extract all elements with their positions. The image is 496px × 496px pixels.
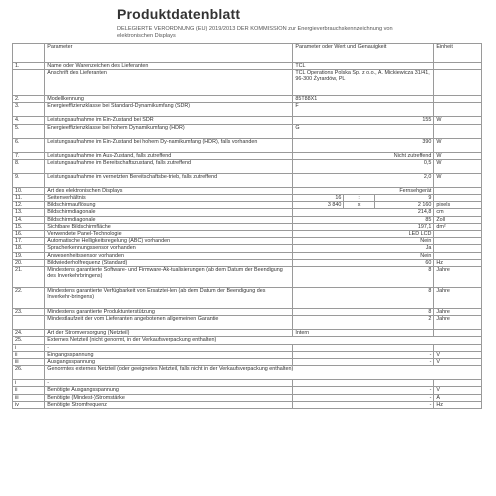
row-number: 1. bbox=[13, 63, 45, 70]
table-row bbox=[13, 195, 482, 202]
row-value-separator: : bbox=[344, 195, 375, 202]
row-value: - bbox=[293, 394, 434, 401]
row-number: 11. bbox=[13, 195, 45, 202]
table-row bbox=[13, 259, 482, 266]
row-value: 0,5 bbox=[293, 159, 434, 173]
row-parameter: Spracherkennungssensor vorhanden bbox=[45, 245, 293, 252]
row-number: 24. bbox=[13, 330, 45, 337]
row-unit: Jahre bbox=[434, 316, 482, 330]
row-unit bbox=[434, 70, 482, 96]
table-header-row bbox=[13, 44, 482, 63]
row-number: 9. bbox=[13, 173, 45, 187]
row-number: 20. bbox=[13, 259, 45, 266]
row-unit: W bbox=[434, 173, 482, 187]
row-value: - bbox=[293, 351, 434, 358]
row-parameter: Leistungsaufnahme im vernetzten Bereitschaftsbe-trieb, falls zutreffend bbox=[45, 173, 293, 187]
row-unit: W bbox=[434, 117, 482, 124]
row-parameter: Energieeffizienzklasse bei hohem Dynamikumfang (HDR) bbox=[45, 124, 293, 138]
row-value: 85 bbox=[293, 216, 434, 223]
table-row bbox=[13, 138, 482, 152]
row-value: 197,1 bbox=[293, 223, 434, 230]
row-unit: pixels bbox=[434, 202, 482, 209]
row-unit: V bbox=[434, 351, 482, 358]
row-number bbox=[13, 316, 45, 330]
row-number: 3. bbox=[13, 103, 45, 117]
table-row bbox=[13, 216, 482, 223]
row-parameter: Sichtbare Bildschirmfläche bbox=[45, 223, 293, 230]
table-row bbox=[13, 223, 482, 230]
row-unit bbox=[434, 231, 482, 238]
row-parameter: Leistungsaufnahme im Aus-Zustand, falls zutreffend bbox=[45, 152, 293, 159]
row-value: TCL Operations Polska Sp. z o.o., A. Mickiewicza 31/41, 96-300 Żyrardów, PL bbox=[293, 70, 434, 96]
table-row bbox=[13, 337, 482, 344]
table-row bbox=[13, 387, 482, 394]
row-number: 22. bbox=[13, 288, 45, 309]
row-unit: V bbox=[434, 387, 482, 394]
table-row bbox=[13, 330, 482, 337]
row-unit bbox=[434, 195, 482, 202]
row-value bbox=[293, 344, 434, 351]
row-unit: Hz bbox=[434, 259, 482, 266]
row-value: 85T88X1 bbox=[293, 96, 434, 103]
table-row bbox=[13, 252, 482, 259]
row-parameter: Leistungsaufnahme im Ein-Zustand bei hohem Dy-namikumfang (HDR), falls vorhanden bbox=[45, 138, 293, 152]
row-parameter: Anschrift des Lieferanten bbox=[45, 70, 293, 96]
row-unit: W bbox=[434, 152, 482, 159]
row-parameter: Verwendete Panel-Technologie bbox=[45, 231, 293, 238]
row-value: 2 bbox=[293, 316, 434, 330]
table-row bbox=[13, 96, 482, 103]
row-unit bbox=[434, 344, 482, 351]
row-value: G bbox=[293, 124, 434, 138]
row-value: - bbox=[293, 401, 434, 408]
row-number: iii bbox=[13, 394, 45, 401]
row-number: 5. bbox=[13, 124, 45, 138]
row-number: ii bbox=[13, 351, 45, 358]
table-row bbox=[13, 344, 482, 351]
datasheet bbox=[12, 0, 482, 409]
row-parameter: Externes Netzteil (nicht genormt, in der Verkaufsverpackung enthalten) bbox=[45, 337, 482, 344]
row-parameter: Leistungsaufnahme im Ein-Zustand bei SDR bbox=[45, 117, 293, 124]
row-parameter: Automatische Helligkeitsregelung (ABC) vorhanden bbox=[45, 238, 293, 245]
row-number: 13. bbox=[13, 209, 45, 216]
row-parameter: Bildschirmauflösung bbox=[45, 202, 293, 209]
row-number: iv bbox=[13, 401, 45, 408]
table-row bbox=[13, 267, 482, 288]
row-number bbox=[13, 70, 45, 96]
row-unit: Jahre bbox=[434, 309, 482, 316]
row-number: 17. bbox=[13, 238, 45, 245]
table-row bbox=[13, 159, 482, 173]
row-number: iii bbox=[13, 359, 45, 366]
row-parameter: Leistungsaufnahme im Bereitschaftszustand, falls zutreffend bbox=[45, 159, 293, 173]
row-parameter: Seitenverhältnis bbox=[45, 195, 293, 202]
row-parameter: Benötigte (Mindest-)Stromstärke bbox=[45, 394, 293, 401]
row-parameter: Mindestens garantierte Verfügbarkeit von Ersatztei-len (ab dem Datum der Beendigung des Inverkehr-bringens) bbox=[45, 288, 293, 309]
row-value: 8 bbox=[293, 267, 434, 288]
row-parameter: Name oder Warenzeichen des Lieferanten bbox=[45, 63, 293, 70]
table-row bbox=[13, 238, 482, 245]
table-row bbox=[13, 173, 482, 187]
row-unit: V bbox=[434, 359, 482, 366]
row-value: 214,8 bbox=[293, 209, 434, 216]
table-row bbox=[13, 316, 482, 330]
row-unit: Jahre bbox=[434, 288, 482, 309]
row-number: 6. bbox=[13, 138, 45, 152]
row-unit bbox=[434, 103, 482, 117]
row-unit bbox=[434, 330, 482, 337]
row-parameter: Art des elektronischen Displays bbox=[45, 187, 293, 194]
row-parameter: Anwesenheitssensor vorhanden bbox=[45, 252, 293, 259]
row-parameter: Modellkennung bbox=[45, 96, 293, 103]
table-row bbox=[13, 380, 482, 387]
datasheet-table bbox=[12, 43, 482, 409]
row-value: 390 bbox=[293, 138, 434, 152]
row-number: 26. bbox=[13, 366, 45, 380]
header-unit-cell: Einheit bbox=[434, 44, 482, 63]
row-parameter: Ausgangsspannung bbox=[45, 359, 293, 366]
row-unit bbox=[434, 238, 482, 245]
row-number: 4. bbox=[13, 117, 45, 124]
page-title: Produktdatenblatt bbox=[117, 6, 241, 22]
row-value: Intern bbox=[293, 330, 434, 337]
row-number: 21. bbox=[13, 267, 45, 288]
table-row bbox=[13, 124, 482, 138]
row-number: 2. bbox=[13, 96, 45, 103]
table-row bbox=[13, 401, 482, 408]
row-value: Fernsehgerät bbox=[293, 187, 434, 194]
row-value-separator: x bbox=[344, 202, 375, 209]
row-value: - bbox=[293, 387, 434, 394]
row-value: Nein bbox=[293, 252, 434, 259]
row-parameter: - bbox=[45, 380, 293, 387]
table-row bbox=[13, 187, 482, 194]
row-value: TCL bbox=[293, 63, 434, 70]
row-parameter: Bildwiederholfrequenz (Standard) bbox=[45, 259, 293, 266]
row-value: Nicht zutreffend bbox=[293, 152, 434, 159]
row-number: 8. bbox=[13, 159, 45, 173]
table-row bbox=[13, 351, 482, 358]
row-unit: dm² bbox=[434, 223, 482, 230]
row-number: i bbox=[13, 344, 45, 351]
row-parameter: Energieeffizienzklasse bei Standard-Dynamikumfang (SDR) bbox=[45, 103, 293, 117]
table-row bbox=[13, 202, 482, 209]
row-unit: A bbox=[434, 394, 482, 401]
row-value: 60 bbox=[293, 259, 434, 266]
table-row bbox=[13, 288, 482, 309]
row-value: LED LCD bbox=[293, 231, 434, 238]
table-row bbox=[13, 103, 482, 117]
row-value: 155 bbox=[293, 117, 434, 124]
table-row bbox=[13, 366, 482, 380]
row-number: 23. bbox=[13, 309, 45, 316]
row-parameter: Genormtes externes Netzteil (oder geeignetes Netzteil, falls nicht in der Verkaufsverpackung enthalten) bbox=[45, 366, 482, 380]
row-parameter: Benötigte Stromfrequenz bbox=[45, 401, 293, 408]
table-row bbox=[13, 245, 482, 252]
row-parameter: - bbox=[45, 344, 293, 351]
row-parameter: Mindestens garantierte Software- und Firmware-Ak-tualisierungen (ab dem Datum der Beendigung des Inverkehrbringens) bbox=[45, 267, 293, 288]
row-unit: W bbox=[434, 159, 482, 173]
row-value: - bbox=[293, 359, 434, 366]
row-number: 12. bbox=[13, 202, 45, 209]
header-parameter-cell: Parameter bbox=[45, 44, 293, 63]
row-number: 18. bbox=[13, 245, 45, 252]
table-row bbox=[13, 231, 482, 238]
row-unit: cm bbox=[434, 209, 482, 216]
row-parameter: Mindestlaufzeit der vom Lieferanten angebotenen allgemeinen Garantie bbox=[45, 316, 293, 330]
row-number: ii bbox=[13, 387, 45, 394]
row-value: 8 bbox=[293, 309, 434, 316]
row-parameter: Bildschirmdiagonale bbox=[45, 216, 293, 223]
row-value-left: 3 840 bbox=[293, 202, 344, 209]
row-unit bbox=[434, 252, 482, 259]
row-value-right: 2 160 bbox=[374, 202, 433, 209]
row-number: i bbox=[13, 380, 45, 387]
row-unit bbox=[434, 96, 482, 103]
row-parameter: Bildschirmdiagonale bbox=[45, 209, 293, 216]
header-number-cell bbox=[13, 44, 45, 63]
row-unit bbox=[434, 187, 482, 194]
row-number: 19. bbox=[13, 252, 45, 259]
row-unit bbox=[434, 245, 482, 252]
row-unit: W bbox=[434, 138, 482, 152]
row-number: 7. bbox=[13, 152, 45, 159]
row-value-right: 9 bbox=[374, 195, 433, 202]
header-value-cell: Parameter oder Wert und Genauigkeit bbox=[293, 44, 434, 63]
row-parameter: Mindestens garantierte Produktunterstützung bbox=[45, 309, 293, 316]
row-value: F bbox=[293, 103, 434, 117]
row-unit bbox=[434, 124, 482, 138]
table-row bbox=[13, 394, 482, 401]
row-value bbox=[293, 380, 434, 387]
row-value: 8 bbox=[293, 288, 434, 309]
row-number: 15. bbox=[13, 223, 45, 230]
table-row bbox=[13, 209, 482, 216]
row-value-left: 16 bbox=[293, 195, 344, 202]
row-parameter: Benötigte Ausgangsspannung bbox=[45, 387, 293, 394]
table-row bbox=[13, 63, 482, 70]
table-row bbox=[13, 117, 482, 124]
row-unit: Hz bbox=[434, 401, 482, 408]
row-number: 10. bbox=[13, 187, 45, 194]
row-unit: Zoll bbox=[434, 216, 482, 223]
table-row bbox=[13, 359, 482, 366]
table-row bbox=[13, 70, 482, 96]
row-unit: Jahre bbox=[434, 267, 482, 288]
row-value: Ja bbox=[293, 245, 434, 252]
row-number: 14. bbox=[13, 216, 45, 223]
row-parameter: Eingangsspannung bbox=[45, 351, 293, 358]
row-value: 2,0 bbox=[293, 173, 434, 187]
regulation-subtitle: DELEGIERTE VERORDNUNG (EU) 2019/2013 DER KOMMISSION zur Energieverbrauchskennzeichnung von elektronischen Displays bbox=[117, 26, 393, 39]
row-parameter: Art der Stromversorgung (Netzteil) bbox=[45, 330, 293, 337]
row-value: Nein bbox=[293, 238, 434, 245]
table-row bbox=[13, 152, 482, 159]
table-row bbox=[13, 309, 482, 316]
row-unit bbox=[434, 380, 482, 387]
row-number: 25. bbox=[13, 337, 45, 344]
row-number: 16. bbox=[13, 231, 45, 238]
row-unit bbox=[434, 63, 482, 70]
